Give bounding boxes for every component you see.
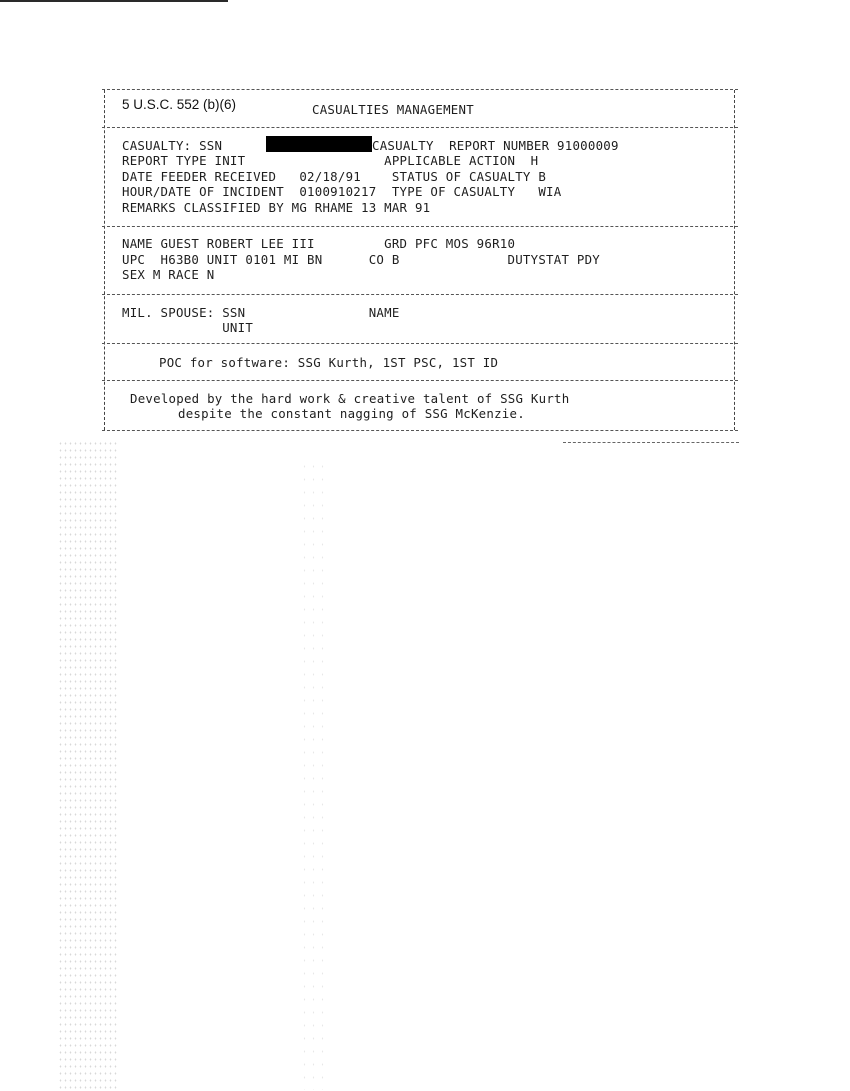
section-divider xyxy=(102,380,738,381)
section-divider xyxy=(102,226,738,227)
spouse-unit-line: UNIT xyxy=(122,320,254,335)
name-grade-line: NAME GUEST ROBERT LEE III GRD PFC MOS 96R10 xyxy=(122,236,516,251)
date-feeder-line: DATE FEEDER RECEIVED 02/18/91 STATUS OF CASUALTY B xyxy=(122,169,547,184)
scan-noise xyxy=(58,440,118,1091)
casualty-report-form xyxy=(102,89,738,431)
scan-noise xyxy=(300,460,330,1090)
casualty-ssn-label: CASUALTY: SSN xyxy=(122,138,223,153)
scan-edge-line xyxy=(0,0,228,2)
sex-race-line: SEX M RACE N xyxy=(122,267,215,282)
remarks-line: REMARKS CLASSIFIED BY MG RHAME 13 MAR 91 xyxy=(122,200,431,215)
redaction-block xyxy=(266,136,372,152)
poc-line: POC for software: SSG Kurth, 1ST PSC, 1ST ID xyxy=(159,355,499,370)
form-title: CASUALTIES MANAGEMENT xyxy=(312,102,474,117)
spouse-ssn-line: MIL. SPOUSE: SSN NAME xyxy=(122,305,400,320)
report-type-line: REPORT TYPE INIT APPLICABLE ACTION H xyxy=(122,153,539,168)
section-divider xyxy=(102,343,738,344)
credits-line-1: Developed by the hard work & creative talent of SSG Kurth xyxy=(130,391,570,406)
foia-exemption-label: 5 U.S.C. 552 (b)(6) xyxy=(122,97,237,112)
section-divider xyxy=(102,294,738,295)
credits-line-2: despite the constant nagging of SSG McKenzie. xyxy=(178,406,525,421)
unit-line: UPC H63B0 UNIT 0101 MI BN CO B DUTYSTAT PDY xyxy=(122,252,601,267)
incident-line: HOUR/DATE OF INCIDENT 0100910217 TYPE OF CASUALTY WIA xyxy=(122,184,562,199)
section-divider xyxy=(102,127,738,128)
report-number-line: CASUALTY REPORT NUMBER 91000009 xyxy=(372,138,619,153)
scan-artifact-line xyxy=(563,442,739,443)
form-right-border xyxy=(734,90,735,430)
form-left-border xyxy=(104,90,105,430)
